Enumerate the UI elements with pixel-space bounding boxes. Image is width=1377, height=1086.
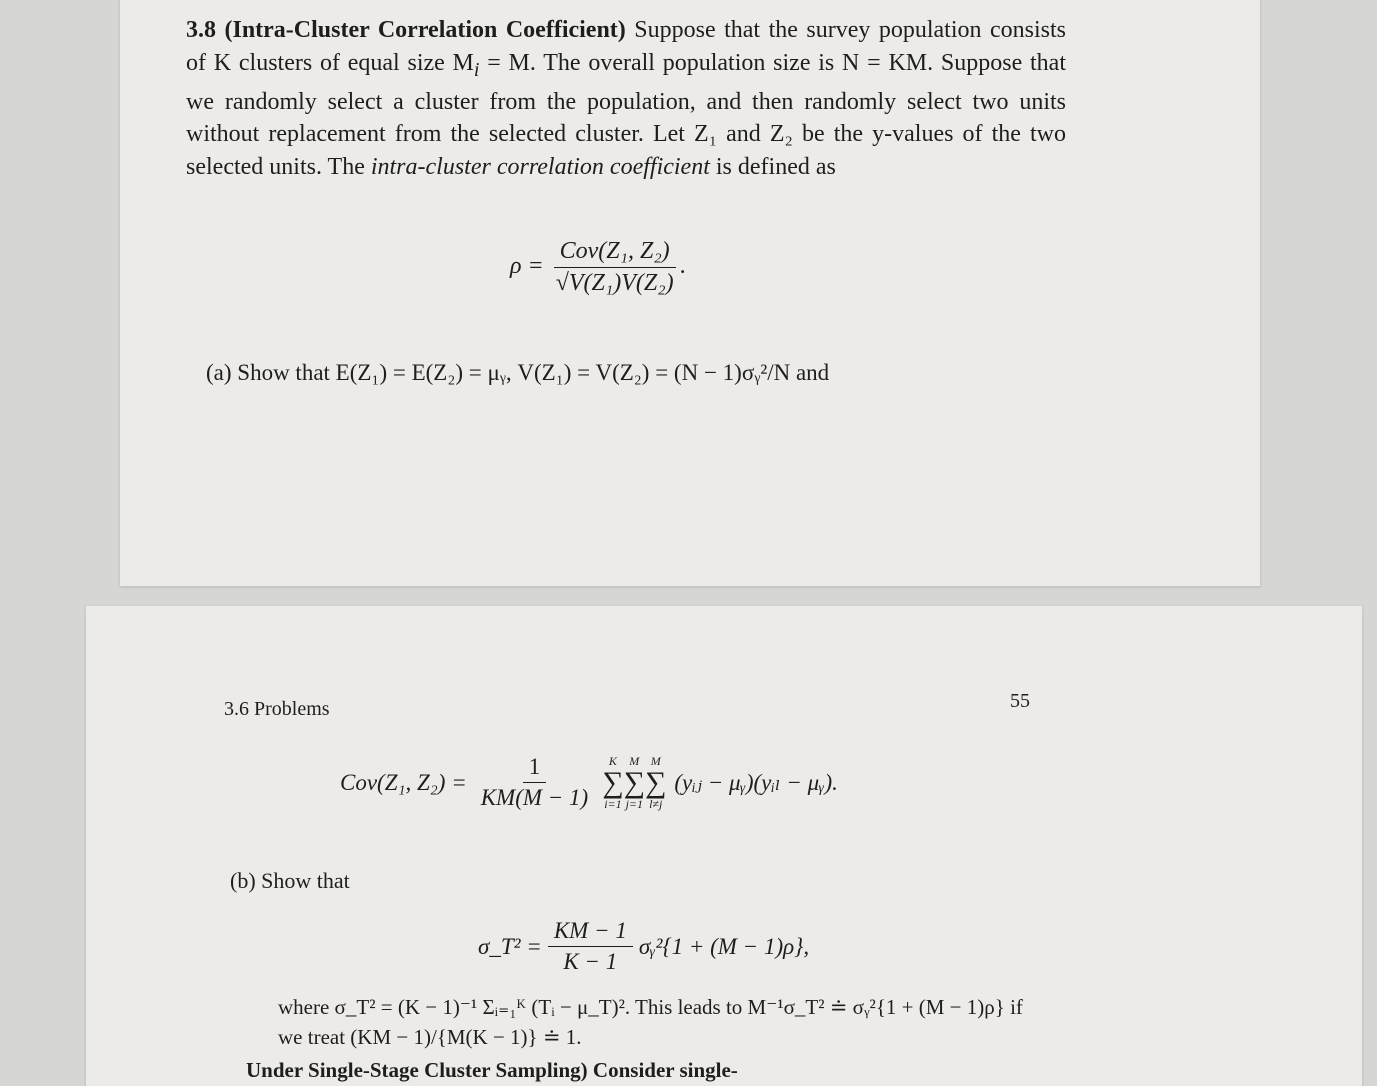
sigma-fraction	[548, 918, 633, 975]
covariance-equation	[340, 754, 838, 811]
rho-equation: ρ = $\frac{\text{Cov(Z₁, Z₂)}}{\text{√V(Z₁)V(Z₂)}}$ .	[510, 238, 686, 296]
sigma-denominator: K − 1	[563, 949, 618, 974]
intro-text-3: is defined as	[715, 153, 836, 180]
sigma-rhs: σᵧ²{1 + (M − 1)ρ},	[638, 933, 810, 959]
intro-text-2: = M. The overall population size is N = KM. Suppose that we randomly select a cluster from the population, and then randomly select two units without replacement from the selected cluster. Let Z₁ and Z₂ be the y-values of the two selected units. The	[186, 49, 1066, 180]
sum-over-i	[602, 755, 623, 811]
textbook-page-lower	[86, 606, 1362, 1086]
problem-title: (Intra-Cluster Correlation Coefficient)	[224, 17, 626, 43]
rho-fraction	[550, 238, 680, 297]
sum-over-j	[624, 755, 645, 811]
rho-denominator: √V(Z₁)V(Z₂)	[555, 270, 674, 296]
problem-intro: 3.8 (Intra-Cluster Correlation Coefficient) Suppose that the survey population consists of K clusters of equal size $M_i = M$. The overall population size is N = KM. Suppose that we randomly select a cluster from the population, and then randomly select two units without replacement from the selected cluster. Let Z₁ and Z₂ be the y-values of the two selected units. The intra-cluster correlation coefficient is defined as	[186, 17, 1066, 180]
intro-text-1: Suppose that the survey population consists of K clusters of equal size M	[186, 17, 1066, 76]
section-label: 3.6 Problems	[224, 698, 330, 720]
next-problem-cutoff: Under Single-Stage Cluster Sampling) Consider single-	[246, 1058, 738, 1082]
page-number: 55	[1010, 690, 1030, 712]
sum-i-upper: K	[608, 753, 617, 768]
problem-number: 3.8	[186, 17, 216, 43]
sum-j-upper: M	[629, 753, 640, 768]
textbook-page-upper	[120, 0, 1260, 586]
where-text: where σ_T² = (K − 1)⁻¹ Σᵢ₌₁ᴷ (Tᵢ − μ_T)². This leads to M⁻¹σ_T² ≐ σᵧ²{1 + (M − 1)ρ} if we treat (KM − 1)/{M(K − 1)} ≐ 1.	[278, 995, 1023, 1049]
cov-denominator: KM(M − 1)	[480, 785, 589, 810]
triple-sum	[602, 755, 666, 811]
part-b-text: (b) Show that	[230, 868, 350, 893]
cov-numerator: 1	[523, 754, 547, 783]
cov-fraction	[475, 754, 595, 811]
sum-j-lower: j=1	[625, 796, 644, 811]
part-a-text: (a) Show that E(Z₁) = E(Z₂) = μᵧ, V(Z₁) = V(Z₂) = (N − 1)σᵧ²/N and	[206, 360, 830, 385]
rho-lhs: ρ =	[510, 253, 544, 280]
sigma-icon: ∑	[602, 765, 624, 799]
rho-numerator: Cov(Z₁, Z₂)	[554, 238, 676, 268]
cov-lhs: Cov(Z₁, Z₂) =	[340, 769, 467, 795]
sum-i-lower: i=1	[604, 796, 622, 811]
sigma-icon: ∑	[623, 765, 645, 799]
sigma-t-equation	[478, 918, 809, 975]
sigma-lhs: σ_T² =	[478, 933, 542, 959]
cov-summand: (yᵢⱼ − μᵧ)(yᵢₗ − μᵧ).	[674, 769, 838, 795]
sigma-numerator: KM − 1	[548, 918, 633, 947]
sigma-icon: ∑	[645, 765, 667, 799]
sum-over-l	[645, 755, 666, 811]
sum-l-upper: M	[650, 753, 661, 768]
sum-l-lower: l≠j	[649, 796, 663, 811]
intro-term: intra-cluster correlation coefficient	[370, 153, 710, 180]
